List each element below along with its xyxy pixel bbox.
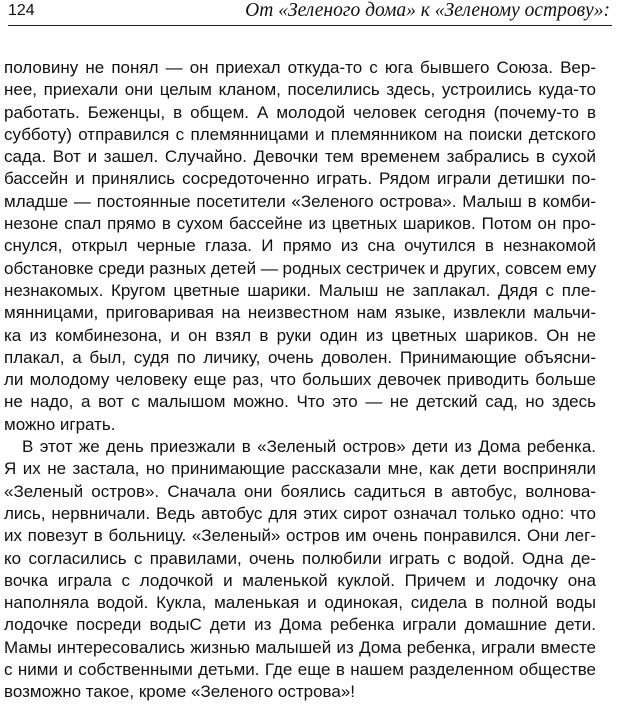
text-line: лодочке посреди водыС дети из Дома ребенка играли домашние дети. xyxy=(4,615,596,635)
text-line: Мамы интересовались жизнью малышей из Дома ребенка, играли вместе xyxy=(4,637,596,657)
text-line: незнакомых. Кругом цветные шарики. Малыш не заплакал. Дядя с пле- xyxy=(4,280,596,300)
text-line: обстановке среди разных детей — родных сестричек и других, совсем ему xyxy=(4,258,597,278)
text-line: с ними и собственными детьми. Где еще в нашем разделенном обществе xyxy=(4,660,596,680)
text-line: субботу) отправился с племянницами и племянником на поиски детского xyxy=(4,124,596,144)
text-line: вочка играла с лодочкой и маленькой куклой. Причем и лодочку она xyxy=(4,570,596,590)
paragraph-1 xyxy=(4,57,596,436)
text-line: работать. Беженцы, в общем. А молодой человек сегодня (почему-то в xyxy=(4,102,596,122)
text-line: снулся, открыл черные глаза. И прямо из сна очутился в незнакомой xyxy=(4,236,596,256)
page-number: 124 xyxy=(8,2,35,19)
text-line: можно играть. xyxy=(4,414,116,434)
text-line: «Зеленый остров». Сначала они боялись садиться в автобус, волнова- xyxy=(4,481,596,501)
text-line: лись, нервничали. Ведь автобус для этих сирот означал только одно: что xyxy=(4,503,596,523)
text-line: мянницами, приговаривая на неизвестном нам языке, извлекли мальчи- xyxy=(4,303,596,323)
text-line: ко согласились с правилами, очень полюбили играть с водой. Одна де- xyxy=(4,548,596,568)
body-text xyxy=(4,57,596,704)
page-header xyxy=(8,0,610,26)
header-rule xyxy=(8,25,612,26)
text-line: сада. Вот и зашел. Случайно. Девочки тем временем забрались в сухой xyxy=(4,147,596,167)
text-line: ка из комбинезона, и он взял в руки один из цветных шариков. Он не xyxy=(4,325,596,345)
text-line: наполняла водой. Кукла, маленькая и одинокая, сидела в полной воды xyxy=(4,593,596,613)
text-line: плакал, а был, судя по личику, очень доволен. Принимающие объясни- xyxy=(4,347,596,367)
text-line: Я их не застала, но принимающие рассказали мне, как дети восприняли xyxy=(4,459,596,479)
text-line: их повезут в больницу. «Зеленый» остров им очень понравился. Они лег- xyxy=(4,526,596,546)
text-line: незоне спал прямо в сухом бассейне из цветных шариков. Потом он про- xyxy=(4,214,596,234)
text-line: бассейн и принялись сосредоточенно играть. Рядом играли детишки по- xyxy=(4,169,596,189)
text-line: не надо, а вот с малышом можно. Что это — не детский сад, но здесь xyxy=(4,392,596,412)
text-line: половину не понял — он приехал откуда-то с юга бывшего Союза. Вер- xyxy=(4,58,596,77)
text-line: возможно такое, кроме «Зеленого острова»! xyxy=(4,682,355,702)
text-line: нее, приехали они целым кланом, поселились здесь, устроились куда-то xyxy=(4,80,596,100)
running-title: От «Зеленого дома» к «Зеленому острову»: xyxy=(245,0,610,21)
text-line: младше — постоянные посетители «Зеленого острова». Малыш в комби- xyxy=(4,191,596,211)
text-line: ли молодому человеку еще раз, что больших девочек приводить больше xyxy=(4,370,596,390)
text-line: В этот же день приезжали в «Зеленый остров» дети из Дома ребенка. xyxy=(22,437,596,457)
paragraph-2 xyxy=(4,436,596,704)
